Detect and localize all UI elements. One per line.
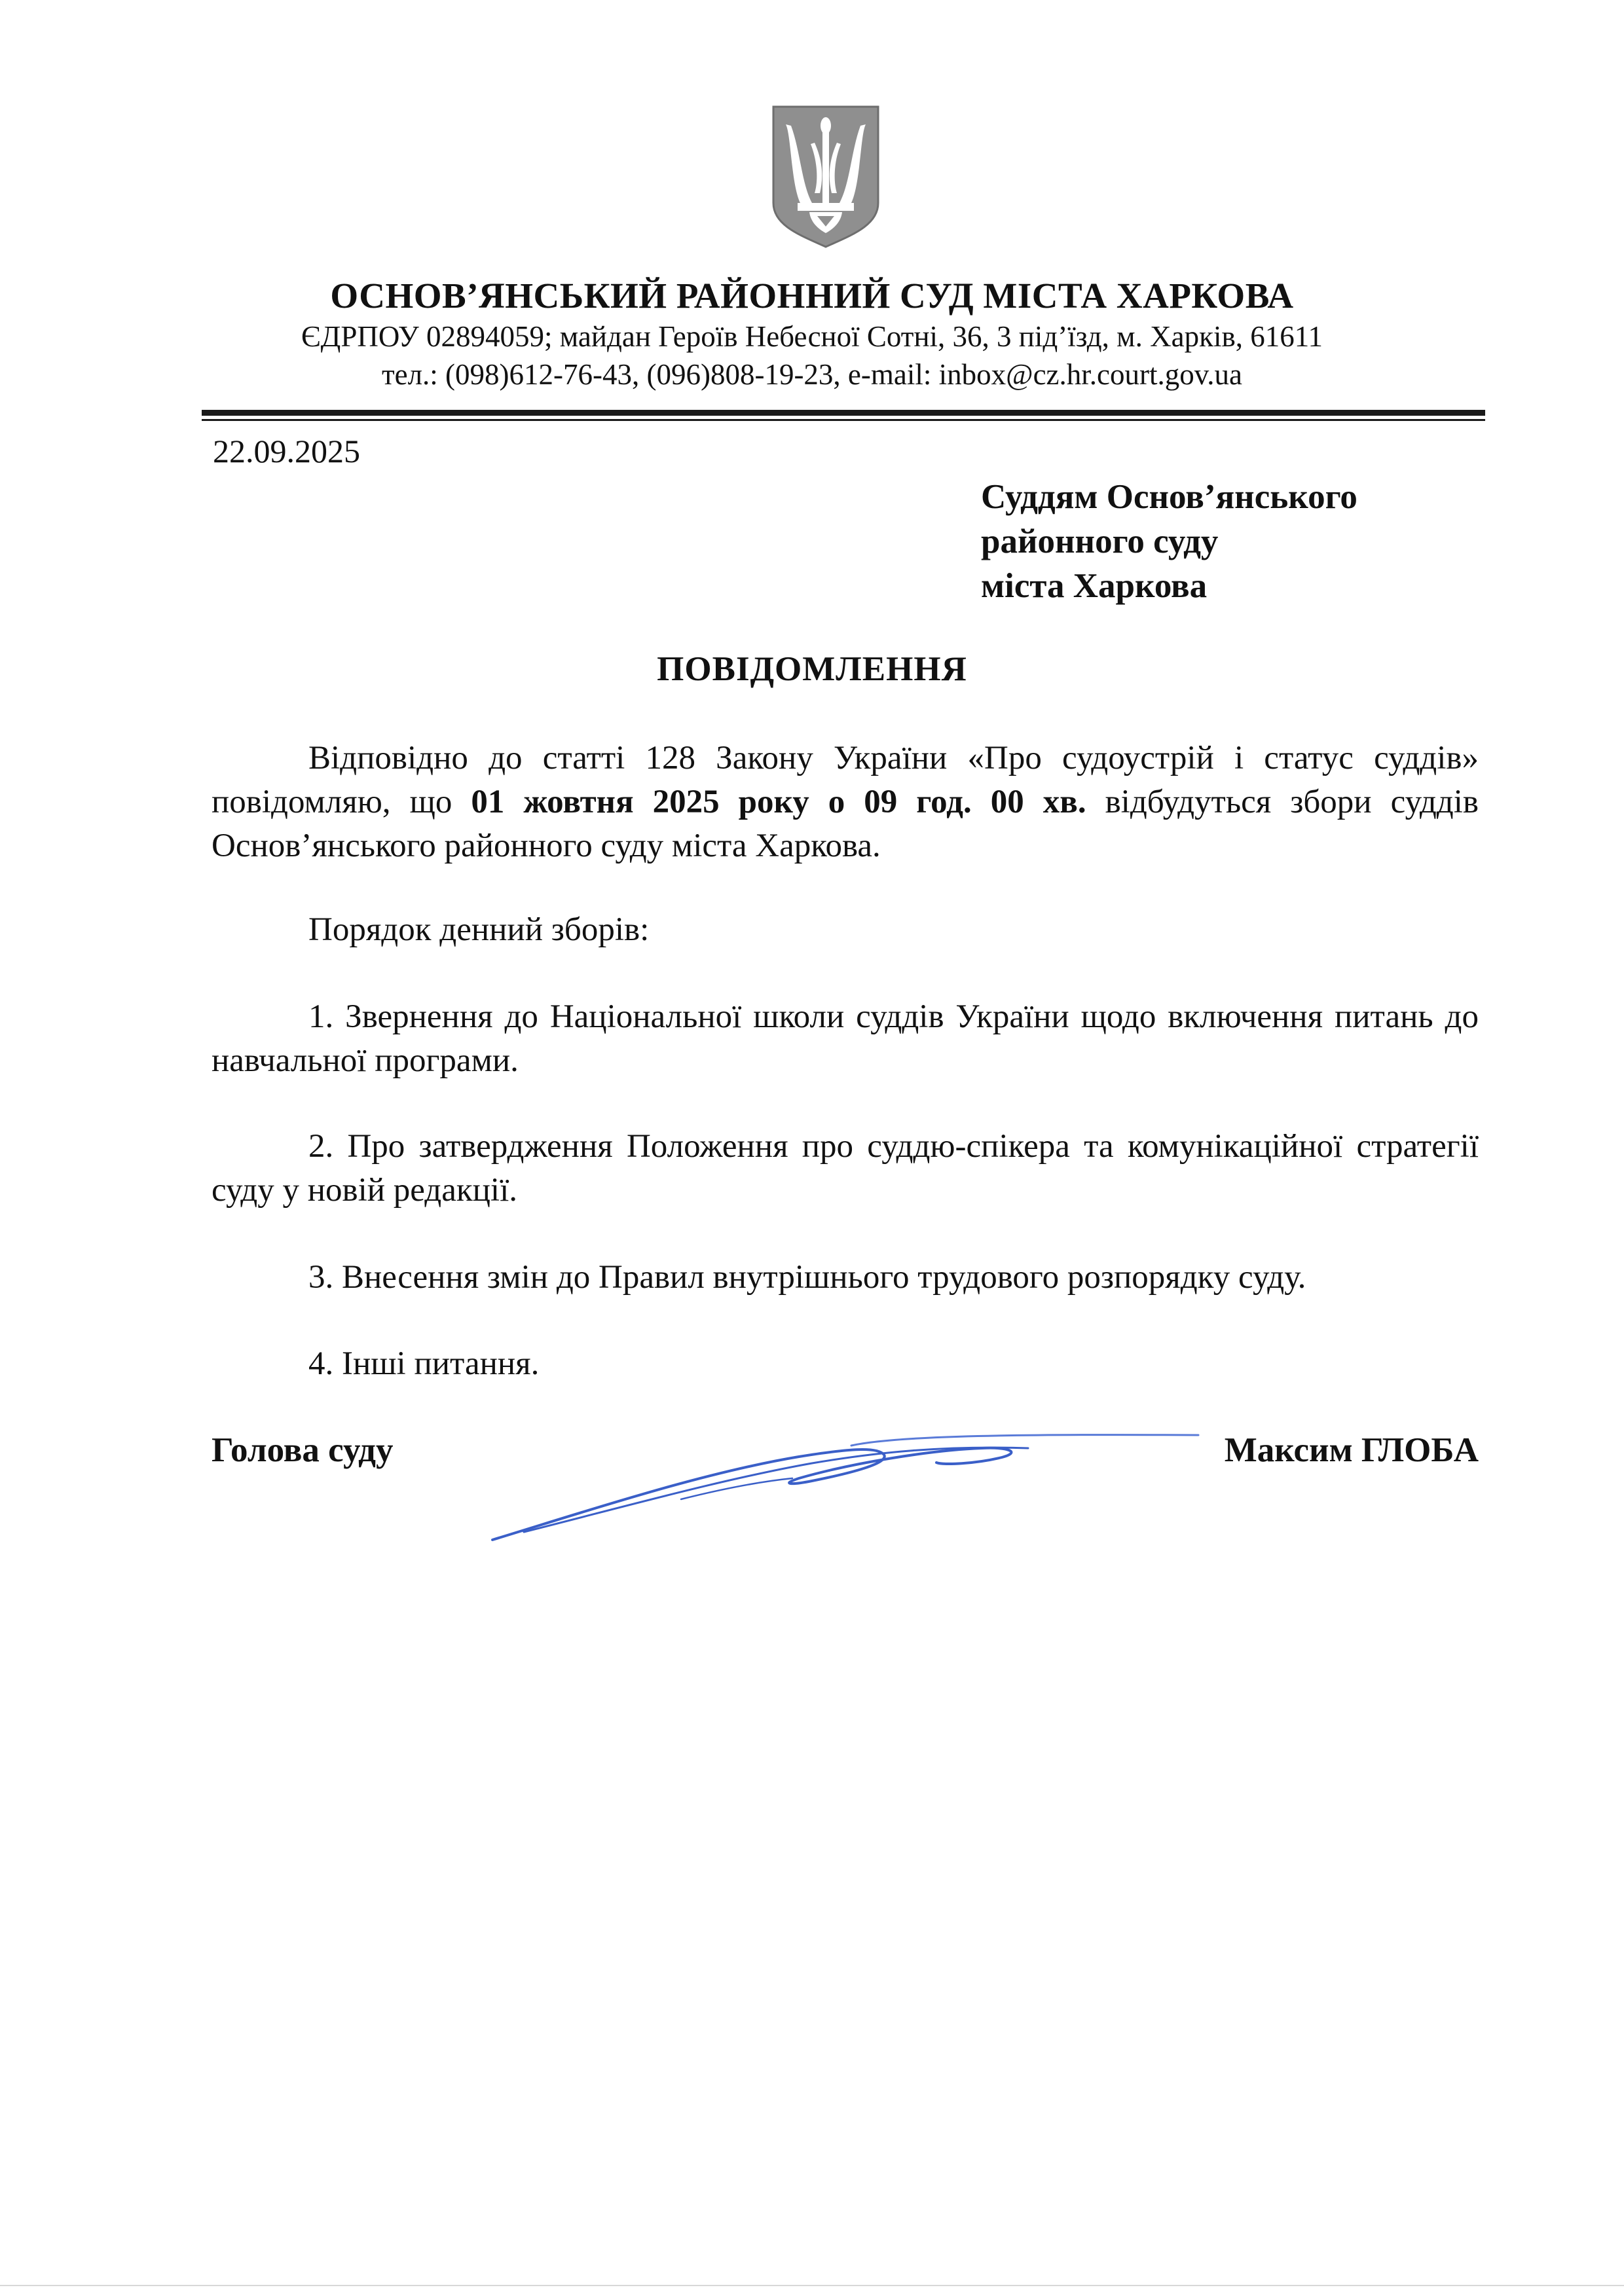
- agenda-item: 3. Внесення змін до Правил внутрішнього трудового розпорядку суду.: [308, 1259, 1306, 1296]
- intro-paragraph: [212, 737, 1479, 868]
- signature-stroke: [492, 1448, 1011, 1540]
- court-contacts: тел.: (098)612-76-43, (096)808-19-23, e-mail: inbox@cz.hr.court.gov.ua: [381, 358, 1243, 391]
- meeting-datetime: 01 жовтня 2025 року о 09 год. 00 хв.: [471, 784, 1086, 820]
- intro-text-start: Відповідно до статті 128 Закону України «Про судоустрій і статус суддів» повідомляю, що: [212, 740, 1479, 820]
- handwritten-signature: [485, 1401, 1205, 1552]
- agenda-item: 1. Звернення до Національної школи суддів України щодо включення питань до навчальної програми.: [212, 998, 1479, 1079]
- intro-text-end: відбудуться збори суддів Основ’янського районного суду міста Харкова.: [212, 784, 1479, 864]
- header-divider-thin: [202, 419, 1485, 421]
- header-divider-thick: [202, 410, 1485, 416]
- signatory-name: Максим ГЛОБА: [1224, 1431, 1479, 1469]
- addressee-block: [981, 475, 1357, 608]
- ukraine-trident-icon: [771, 105, 880, 249]
- agenda-label: Порядок денний зборів:: [308, 911, 650, 948]
- signature-stroke: [851, 1435, 1198, 1446]
- court-address: ЄДРПОУ 02894059; майдан Героїв Небесної Сотні, 36, 3 під’їзд, м. Харків, 61611: [301, 320, 1323, 353]
- scan-edge-line: [0, 2285, 1624, 2286]
- agenda-item: 4. Інші питання.: [308, 1345, 540, 1382]
- agenda-item: 2. Про затвердження Положення про суддю-спікера та комунікаційної стратегії суду у новій редакції.: [212, 1128, 1479, 1209]
- document-title: ПОВІДОМЛЕННЯ: [657, 650, 967, 688]
- document-date: 22.09.2025: [213, 433, 360, 469]
- addressee-line: міста Харкова: [981, 567, 1208, 605]
- signatory-role: Голова суду: [212, 1431, 394, 1469]
- addressee-line: районного суду: [981, 522, 1219, 560]
- addressee-line: Суддям Основ’янського: [981, 478, 1357, 516]
- court-name: ОСНОВ’ЯНСЬКИЙ РАЙОННИЙ СУД МІСТА ХАРКОВА: [330, 276, 1294, 316]
